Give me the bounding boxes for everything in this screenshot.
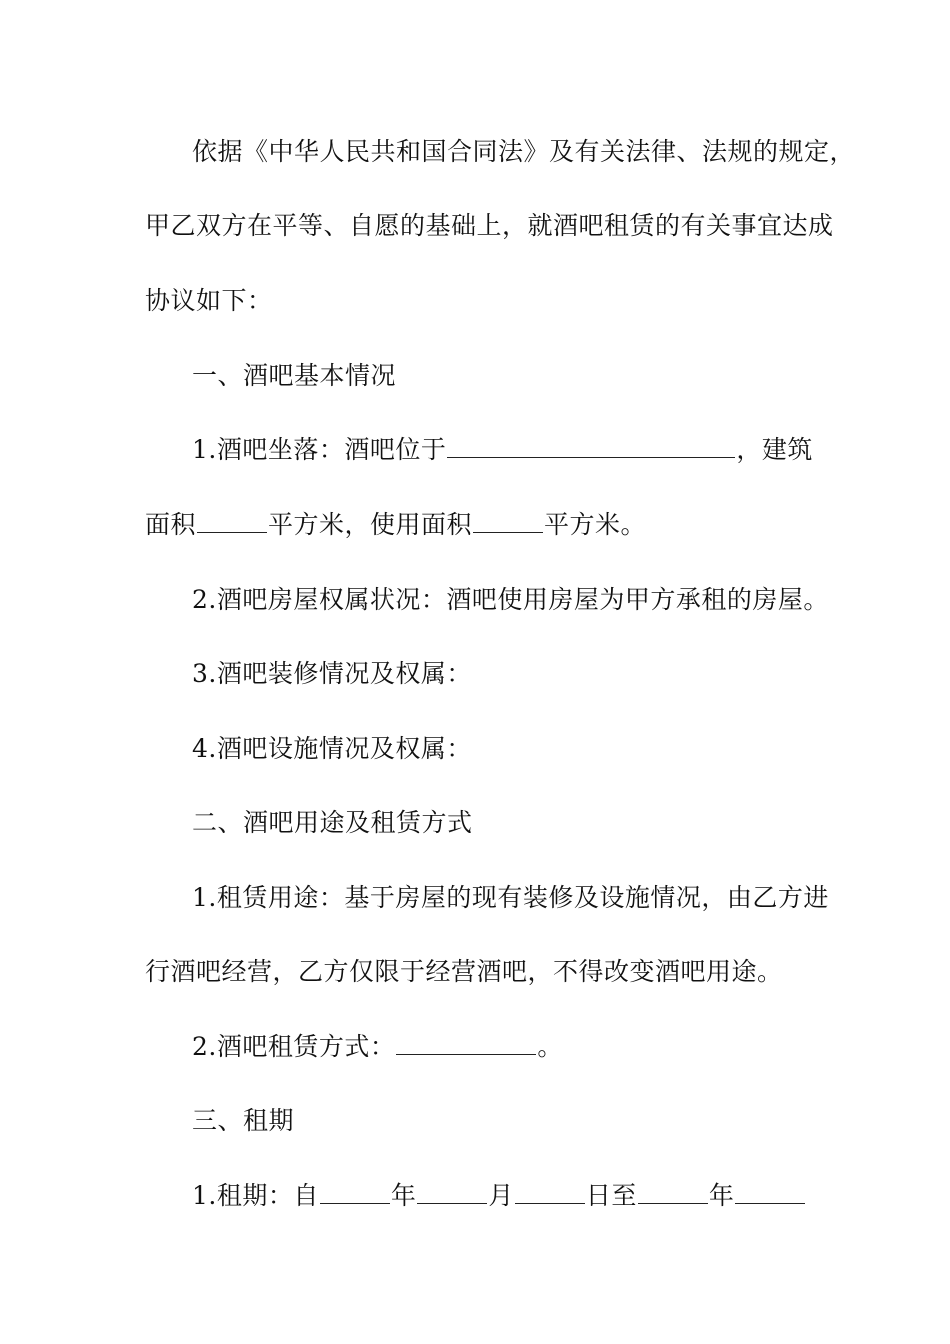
section-heading-2-text: 二、酒吧用途及租赁方式 bbox=[192, 808, 473, 837]
section-heading-2 bbox=[192, 807, 473, 839]
clause-1-1-line-2 bbox=[145, 509, 646, 541]
clause-1-4-text: 4.酒吧设施情况及权属： bbox=[192, 734, 472, 763]
clause-1-1-text: 1.酒吧坐落：酒吧位于 bbox=[192, 435, 447, 464]
preamble-line-1 bbox=[192, 136, 855, 168]
day-to-label: 日至 bbox=[585, 1181, 637, 1210]
clause-2-1-text-1: 1.租赁用途：基于房屋的现有装修及设施情况，由乙方进 bbox=[192, 883, 829, 912]
year-label-1: 年 bbox=[390, 1181, 417, 1210]
year-label-2: 年 bbox=[708, 1181, 735, 1210]
usable-area-blank[interactable] bbox=[473, 510, 543, 533]
clause-2-1-text-2: 行酒吧经营，乙方仅限于经营酒吧，不得改变酒吧用途。 bbox=[145, 957, 783, 986]
clause-2-2 bbox=[192, 1031, 563, 1063]
preamble-line-2 bbox=[145, 210, 834, 242]
preamble-line-3 bbox=[145, 285, 273, 317]
end-month-blank[interactable] bbox=[735, 1181, 805, 1204]
clause-3-1 bbox=[192, 1180, 806, 1212]
clause-2-1-line-1 bbox=[192, 882, 829, 914]
clause-2-1-line-2 bbox=[145, 956, 783, 988]
preamble-text-1: 依据《中华人民共和国合同法》及有关法律、法规的规定， bbox=[192, 137, 856, 166]
clause-1-3 bbox=[192, 658, 472, 690]
clause-1-4 bbox=[192, 733, 472, 765]
section-heading-3 bbox=[192, 1105, 294, 1137]
start-month-blank[interactable] bbox=[417, 1181, 487, 1204]
clause-1-1-line-1 bbox=[192, 434, 813, 466]
section-heading-1 bbox=[192, 360, 396, 392]
lease-method-blank[interactable] bbox=[396, 1032, 536, 1055]
clause-1-2-text: 2.酒吧房屋权属状况：酒吧使用房屋为甲方承租的房屋。 bbox=[192, 585, 829, 614]
section-heading-1-text: 一、酒吧基本情况 bbox=[192, 361, 397, 390]
start-year-blank[interactable] bbox=[320, 1181, 390, 1204]
end-year-blank[interactable] bbox=[638, 1181, 708, 1204]
area-unit-end: 平方米。 bbox=[544, 510, 647, 539]
lease-term-label: 1.租期：自 bbox=[192, 1181, 319, 1210]
clause-2-2-end: 。 bbox=[537, 1032, 563, 1061]
section-heading-3-text: 三、租期 bbox=[192, 1106, 295, 1135]
location-blank[interactable] bbox=[447, 435, 735, 458]
preamble-text-3: 协议如下： bbox=[145, 286, 273, 315]
preamble-text-2: 甲乙双方在平等、自愿的基础上，就酒吧租赁的有关事宜达成 bbox=[145, 211, 834, 240]
start-day-blank[interactable] bbox=[515, 1181, 585, 1204]
month-label-1: 月 bbox=[488, 1181, 514, 1210]
clause-1-1-suffix: ，建筑 bbox=[736, 435, 813, 464]
clause-2-2-text: 2.酒吧租赁方式： bbox=[192, 1032, 396, 1061]
area-label: 面积 bbox=[145, 510, 197, 539]
usable-area-label: 平方米，使用面积 bbox=[268, 510, 473, 539]
clause-1-3-text: 3.酒吧装修情况及权属： bbox=[192, 659, 472, 688]
clause-1-2 bbox=[192, 584, 829, 616]
building-area-blank[interactable] bbox=[197, 510, 267, 533]
